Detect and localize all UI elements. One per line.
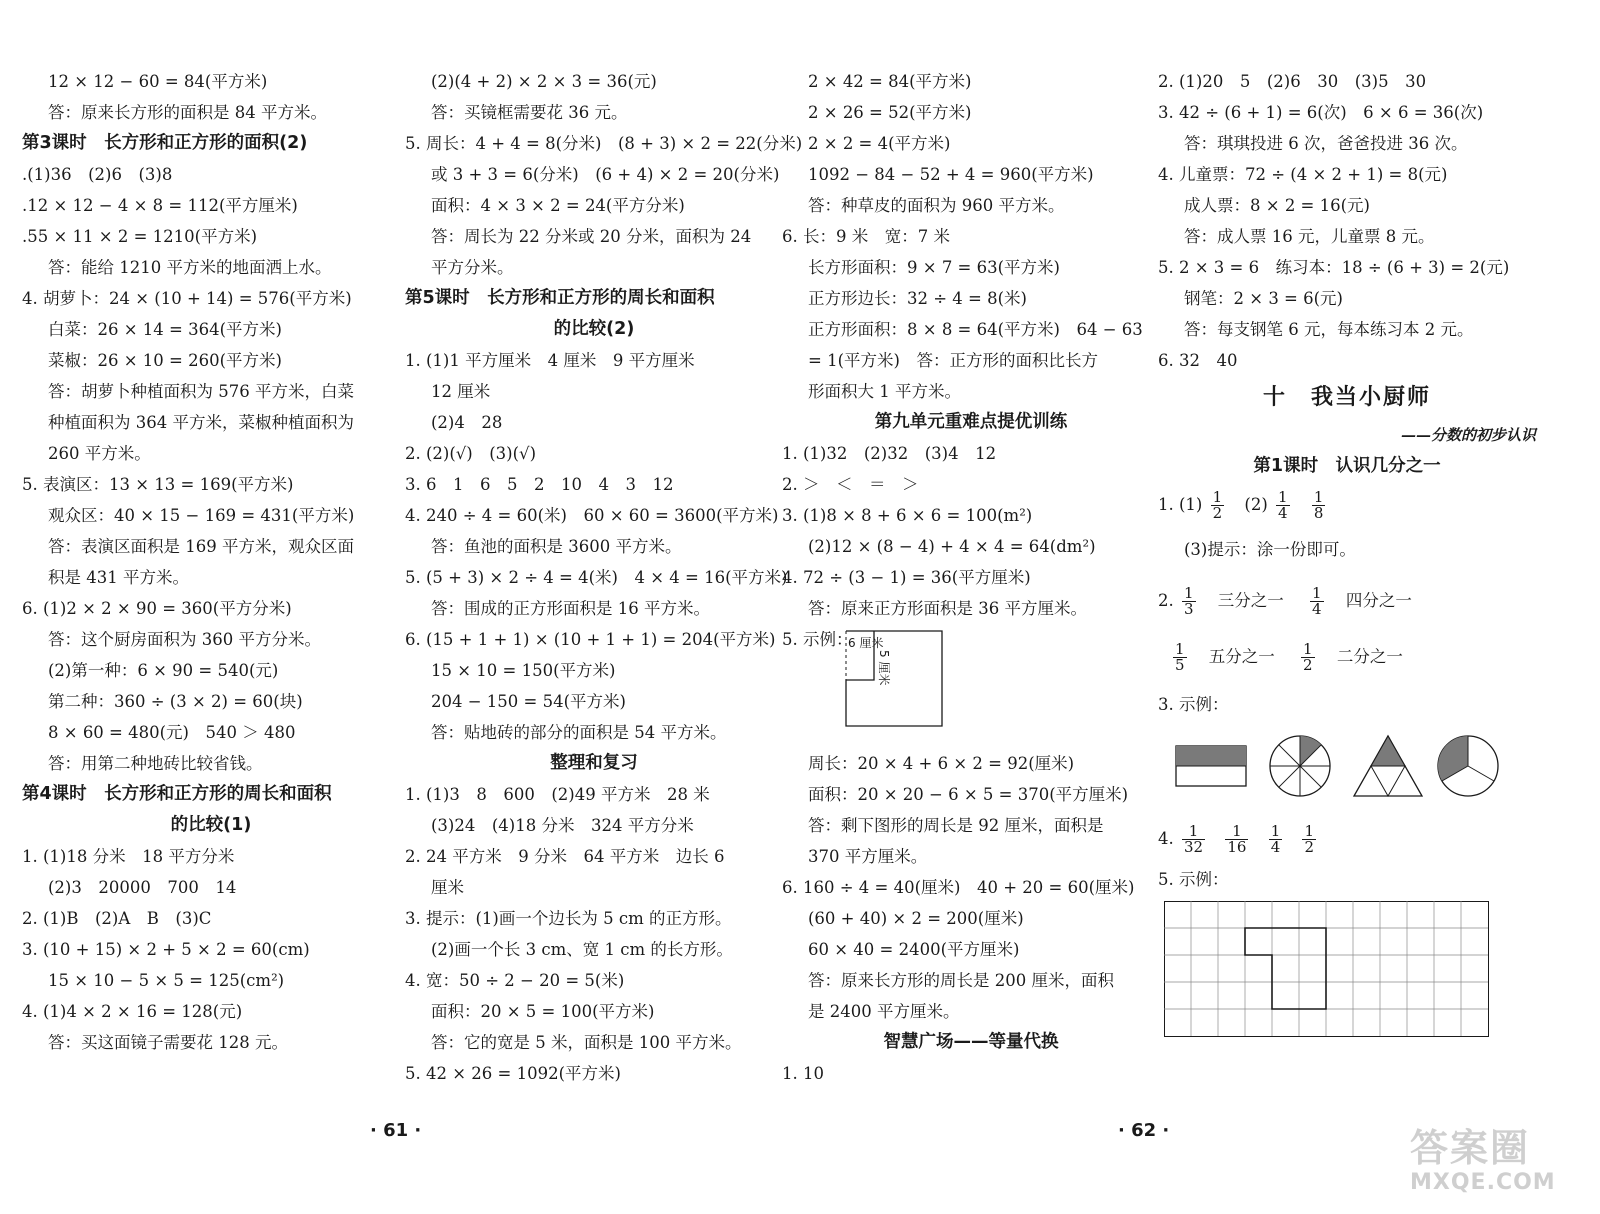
text-line: 4. 胡萝卜：24 × (10 + 14) = 576(平方米) xyxy=(22,289,352,308)
shaded-circle-thirds xyxy=(1438,736,1498,796)
text-line: 厘米 xyxy=(431,878,464,897)
text-line: 1. (1)3 8 600 (2)49 平方米 28 米 xyxy=(405,785,710,804)
text-line: 菜椒：26 × 10 = 260(平方米) xyxy=(48,351,282,370)
text-line: 6. 长：9 米 宽：7 米 xyxy=(782,227,950,246)
fraction-name: 二分之一 xyxy=(1336,647,1403,666)
text-line: 5. 表演区：13 × 13 = 169(平方米) xyxy=(22,475,294,494)
example-figure-row xyxy=(782,624,1160,748)
fraction: $\frac{1}{4}$ xyxy=(1270,822,1281,856)
q1-prefix: 1. (1) xyxy=(1158,495,1203,514)
cut-square-figure xyxy=(840,630,944,730)
text-line: 答：周长为 22 分米或 20 分米，面积为 24 xyxy=(431,227,752,246)
text-line: .(1)36 (2)6 (3)8 xyxy=(22,165,173,184)
fraction: $\frac{1}{2}$ xyxy=(1303,640,1313,674)
text-line: 第二种：360 ÷ (3 × 2) = 60(块) xyxy=(48,692,303,711)
text-line: 答：原来正方形面积是 36 平方厘米。 xyxy=(808,599,1087,618)
text-line: 260 平方米。 xyxy=(48,444,151,463)
watermark-url: MXQE.COM xyxy=(1410,1170,1556,1195)
text-line: 12 厘米 xyxy=(431,382,491,401)
fraction: $\frac{1}{32}$ xyxy=(1184,822,1204,856)
text-line: 平方分米。 xyxy=(431,258,514,277)
text-line: 1. (1)1 平方厘米 4 厘米 9 平方厘米 xyxy=(405,351,695,370)
unit-heading: 十 我当小厨师 xyxy=(1262,385,1431,410)
text-line: 1. 10 xyxy=(782,1064,824,1083)
fraction: $\frac{1}{3}$ xyxy=(1184,584,1194,618)
text-line: 正方形边长：32 ÷ 4 = 8(米) xyxy=(808,289,1027,308)
text-line: 3. 42 ÷ (6 + 1) = 6(次) 6 × 6 = 36(次) xyxy=(1158,103,1484,122)
figure-label-width: 6 厘米 xyxy=(848,636,884,650)
lesson-heading: 第4课时 长方形和正方形的周长和面积 xyxy=(22,784,332,804)
text-line: 4. 240 ÷ 4 = 60(米) 60 × 60 = 3600(平方米) xyxy=(405,506,779,525)
text-line: 答：围成的正方形面积是 16 平方米。 xyxy=(431,599,710,618)
text-line: 2. (1)20 5 (2)6 30 (3)5 30 xyxy=(1158,72,1427,91)
text-line: 2 × 42 = 84(平方米) xyxy=(808,72,972,91)
text-line: (2)12 × (8 − 4) + 4 × 4 = 64(dm²) xyxy=(808,537,1096,556)
text-line: 8 × 60 = 480(元) 540 ＞ 480 xyxy=(48,723,296,742)
text-line: 正方形面积：8 × 8 = 64(平方米) 64 − 63 xyxy=(808,320,1143,339)
watermark-logo: 答案圈 xyxy=(1410,1126,1531,1170)
answer-column-4 xyxy=(1158,66,1536,1041)
text-line: = 1(平方米) 答：正方形的面积比长方 xyxy=(808,351,1098,370)
text-line: 观众区：40 × 15 − 169 = 431(平方米) xyxy=(48,506,355,525)
text-line: 3. 提示：(1)画一个边长为 5 cm 的正方形。 xyxy=(405,909,732,928)
section-heading: 智慧广场——等量代换 xyxy=(883,1032,1059,1052)
text-line: 答：鱼池的面积是 3600 平方米。 xyxy=(431,537,682,556)
text-line: 5. 2 × 3 = 6 练习本：18 ÷ (6 + 3) = 2(元) xyxy=(1158,258,1510,277)
text-line: .55 × 11 × 2 = 1210(平方米) xyxy=(22,227,258,246)
text-line: (2)画一个长 3 cm、宽 1 cm 的长方形。 xyxy=(431,940,733,959)
text-line: 形面积大 1 平方米。 xyxy=(808,382,961,401)
lesson-heading: 第3课时 长方形和正方形的面积(2) xyxy=(22,133,308,153)
grid-figure xyxy=(1164,901,1504,1041)
question-2-line-a xyxy=(1158,573,1536,629)
text-line: 答：种草皮的面积为 960 平方米。 xyxy=(808,196,1065,215)
text-line: 答：原来长方形的面积是 84 平方米。 xyxy=(48,103,327,122)
text-line: 种植面积为 364 平方米，菜椒种植面积为 xyxy=(48,413,354,432)
text-line: 2. (2)(√) (3)(√) xyxy=(405,444,537,463)
text-line: 答：买这面镜子需要花 128 元。 xyxy=(48,1033,288,1052)
text-line: 或 3 + 3 = 6(分米) (6 + 4) × 2 = 20(分米) xyxy=(431,165,780,184)
text-line: 答：能给 1210 平方米的地面洒上水。 xyxy=(48,258,332,277)
text-line: 3. (10 + 15) × 2 + 5 × 2 = 60(cm) xyxy=(22,940,310,959)
text-line: 370 平方厘米。 xyxy=(808,847,928,866)
text-line: 5. 示例： xyxy=(1158,870,1229,889)
fraction-shapes xyxy=(1158,726,1528,810)
q4-prefix: 4. xyxy=(1158,829,1174,848)
text-line: 4. (1)4 × 2 × 16 = 128(元) xyxy=(22,1002,243,1021)
q1-part-2: (2) xyxy=(1244,495,1268,514)
text-line: 答：表演区面积是 169 平方米，观众区面 xyxy=(48,537,354,556)
text-line: 3. 示例： xyxy=(1158,695,1229,714)
lesson-heading-cont: 的比较(1) xyxy=(170,815,252,835)
fraction: $\frac{1}{5}$ xyxy=(1175,640,1185,674)
text-line: 5. 42 × 26 = 1092(平方米) xyxy=(405,1064,621,1083)
text-line: (2)第一种：6 × 90 = 540(元) xyxy=(48,661,279,680)
fraction: $\frac{1}{8}$ xyxy=(1313,488,1324,522)
text-line: 成人票：8 × 2 = 16(元) xyxy=(1184,196,1370,215)
text-line: 答：胡萝卜种植面积为 576 平方米，白菜 xyxy=(48,382,354,401)
fraction: $\frac{1}{16}$ xyxy=(1227,822,1247,856)
text-line: 答：它的宽是 5 米，面积是 100 平方米。 xyxy=(431,1033,742,1052)
text-line: .12 × 12 − 4 × 8 = 112(平方厘米) xyxy=(22,196,298,215)
watermark xyxy=(1410,1126,1580,1204)
lesson-heading: 第1课时 认识几分之一 xyxy=(1253,456,1441,476)
fraction: $\frac{1}{2}$ xyxy=(1304,822,1315,856)
text-line: 答：用第二种地砖比较省钱。 xyxy=(48,754,263,773)
lesson-heading: 第5课时 长方形和正方形的周长和面积 xyxy=(405,288,715,308)
section-heading: 整理和复习 xyxy=(550,753,638,773)
fraction: $\frac{1}{4}$ xyxy=(1312,584,1322,618)
text-line: (2)4 28 xyxy=(431,413,503,432)
shaded-rectangle xyxy=(1176,746,1246,786)
lesson-heading-cont: 的比较(2) xyxy=(553,319,635,339)
text-line: 钢笔：2 × 3 = 6(元) xyxy=(1184,289,1343,308)
text-line: 5. 示例： xyxy=(782,630,853,649)
answer-column-3 xyxy=(782,66,1160,1089)
shaded-triangle-quarters xyxy=(1354,736,1422,796)
answer-column-2 xyxy=(405,66,803,1089)
question-1-line xyxy=(1158,482,1536,528)
section-heading: 第九单元重难点提优训练 xyxy=(874,412,1068,432)
text-line: (2)(4 + 2) × 2 × 3 = 36(元) xyxy=(431,72,657,91)
text-line: 1. (1)32 (2)32 (3)4 12 xyxy=(782,444,997,463)
text-line: 是 2400 平方厘米。 xyxy=(808,1002,960,1021)
text-line: 6. 160 ÷ 4 = 40(厘米) 40 + 20 = 60(厘米) xyxy=(782,878,1135,897)
text-line: 60 × 40 = 2400(平方厘米) xyxy=(808,940,1020,959)
shaded-circle-eighths xyxy=(1270,736,1330,796)
text-line: 5. (5 + 3) × 2 ÷ 4 = 4(米) 4 × 4 = 16(平方米) xyxy=(405,568,788,587)
text-line: 3. (1)8 × 8 + 6 × 6 = 100(m²) xyxy=(782,506,1033,525)
page-number-left: · 61 · xyxy=(370,1120,422,1141)
text-line: 答：剩下图形的周长是 92 厘米，面积是 xyxy=(808,816,1104,835)
text-line: 6. (15 + 1 + 1) × (10 + 1 + 1) = 204(平方米) xyxy=(405,630,776,649)
q2-prefix: 2. xyxy=(1158,591,1174,610)
text-line: 2 × 26 = 52(平方米) xyxy=(808,103,972,122)
answer-column-1 xyxy=(22,66,400,1058)
text-line: 12 × 12 − 60 = 84(平方米) xyxy=(48,72,268,91)
text-line: 答：每支钢笔 6 元，每本练习本 2 元。 xyxy=(1184,320,1474,339)
text-line: 4. 72 ÷ (3 − 1) = 36(平方厘米) xyxy=(782,568,1031,587)
text-line: 答：原来长方形的周长是 200 厘米，面积 xyxy=(808,971,1114,990)
text-line: 15 × 10 = 150(平方米) xyxy=(431,661,616,680)
text-line: 1. (1)18 分米 18 平方分米 xyxy=(22,847,235,866)
text-line: 204 − 150 = 54(平方米) xyxy=(431,692,626,711)
fraction: $\frac{1}{2}$ xyxy=(1212,488,1223,522)
text-line: 积是 431 平方米。 xyxy=(48,568,189,587)
fraction: $\frac{1}{4}$ xyxy=(1278,488,1288,522)
text-line: (3)提示：涂一份即可。 xyxy=(1184,540,1356,559)
text-line: 1092 − 84 − 52 + 4 = 960(平方米) xyxy=(808,165,1094,184)
page-number-right: · 62 · xyxy=(1118,1120,1170,1141)
text-line: 2 × 2 = 4(平方米) xyxy=(808,134,951,153)
shape-outline xyxy=(1245,928,1326,1009)
text-line: 3. 6 1 6 5 2 10 4 3 12 xyxy=(405,475,674,494)
fraction-name: 四分之一 xyxy=(1345,591,1412,610)
fraction-name: 五分之一 xyxy=(1208,647,1275,666)
question-4-line xyxy=(1158,814,1536,864)
text-line: 15 × 10 − 5 × 5 = 125(cm²) xyxy=(48,971,285,990)
text-line: 白菜：26 × 14 = 364(平方米) xyxy=(48,320,282,339)
text-line: 答：贴地砖的部分的面积是 54 平方米。 xyxy=(431,723,727,742)
unit-subtitle: ——分数的初步认识 xyxy=(1400,426,1536,444)
text-line: (60 + 40) × 2 = 200(厘米) xyxy=(808,909,1024,928)
text-line: (3)24 (4)18 分米 324 平方分米 xyxy=(431,816,694,835)
text-line: 面积：4 × 3 × 2 = 24(平方分米) xyxy=(431,196,685,215)
text-line: 2. (1)B (2)A B (3)C xyxy=(22,909,212,928)
text-line: 答：琪琪投进 6 次，爸爸投进 36 次。 xyxy=(1184,134,1468,153)
text-line: 答：成人票 16 元，儿童票 8 元。 xyxy=(1184,227,1435,246)
text-line: 面积：20 × 5 = 100(平方米) xyxy=(431,1002,655,1021)
text-line: 2. 24 平方米 9 分米 64 平方米 边长 6 xyxy=(405,847,725,866)
text-line: 答：这个厨房面积为 360 平方分米。 xyxy=(48,630,321,649)
text-line: 周长：20 × 4 + 6 × 2 = 92(厘米) xyxy=(808,754,1075,773)
text-line: 6. 32 40 xyxy=(1158,351,1238,370)
text-line: 4. 儿童票：72 ÷ (4 × 2 + 1) = 8(元) xyxy=(1158,165,1448,184)
text-line: 答：买镜框需要花 36 元。 xyxy=(431,103,628,122)
figure-label-height: 5 厘米 xyxy=(877,650,891,686)
text-line: 6. (1)2 × 2 × 90 = 360(平方分米) xyxy=(22,599,292,618)
text-line: (2)3 20000 700 14 xyxy=(48,878,237,897)
text-line: 2. ＞ ＜ ＝ ＞ xyxy=(782,475,919,494)
text-line: 5. 周长：4 + 4 = 8(分米) (8 + 3) × 2 = 22(分米) xyxy=(405,134,803,153)
fraction-name: 三分之一 xyxy=(1217,591,1284,610)
text-line: 4. 宽：50 ÷ 2 − 20 = 5(米) xyxy=(405,971,625,990)
text-line: 长方形面积：9 × 7 = 63(平方米) xyxy=(808,258,1060,277)
text-line: 面积：20 × 20 − 6 × 5 = 370(平方厘米) xyxy=(808,785,1129,804)
question-2-line-b xyxy=(1158,629,1536,685)
